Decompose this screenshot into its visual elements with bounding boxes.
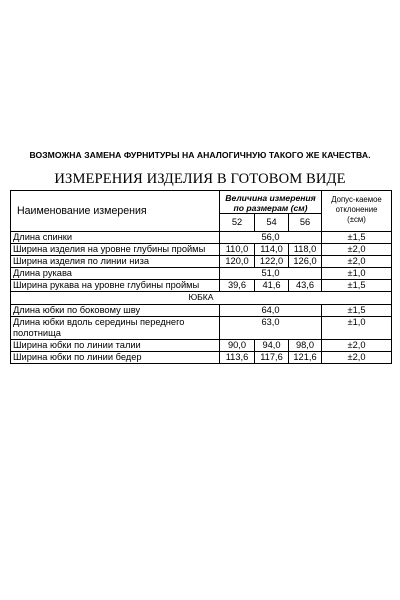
header-name: Наименование измерения [11, 191, 220, 232]
section-skirt-label: ЮБКА [11, 292, 392, 305]
table-row [11, 305, 392, 317]
header-group-line2: по размерам (см) [233, 203, 308, 213]
row-name: Ширина изделия по линии низа [11, 256, 220, 268]
row-name: Длина юбки по боковому шву [11, 305, 220, 317]
row-tolerance: ±1,5 [322, 232, 392, 244]
row-value-54: 41,6 [255, 280, 289, 292]
row-merged-value: 51,0 [220, 268, 322, 280]
table-header-row [11, 191, 392, 214]
row-value-56: 126,0 [289, 256, 322, 268]
header-tol-line1: Допус-каемое [331, 195, 382, 204]
header-group-line1: Величина измерения [225, 193, 316, 203]
section-row [11, 292, 392, 305]
row-tolerance: ±1,5 [322, 305, 392, 317]
table-row [11, 232, 392, 244]
table-row [11, 352, 392, 364]
header-tol-line3: (±см) [347, 215, 366, 224]
table-row [11, 317, 392, 340]
notice-text: ВОЗМОЖНА ЗАМЕНА ФУРНИТУРЫ НА АНАЛОГИЧНУЮ ТАКОГО ЖЕ КАЧЕСТВА. [29, 150, 371, 160]
header-size-group [220, 191, 322, 214]
row-value-56: 118,0 [289, 244, 322, 256]
row-value-56: 98,0 [289, 340, 322, 352]
row-value-52: 120,0 [220, 256, 255, 268]
size-52: 52 [220, 214, 255, 232]
table-row [11, 340, 392, 352]
row-tolerance: ±2,0 [322, 352, 392, 364]
row-tolerance: ±1,5 [322, 280, 392, 292]
row-name: Ширина юбки по линии бедер [11, 352, 220, 364]
row-value-54: 94,0 [255, 340, 289, 352]
table-row [11, 268, 392, 280]
page-title: ИЗМЕРЕНИЯ ИЗДЕЛИЯ В ГОТОВОМ ВИДЕ [54, 171, 346, 187]
row-name: Ширина изделия на уровне глубины проймы [11, 244, 220, 256]
row-name: Ширина рукава на уровне глубины проймы [11, 280, 220, 292]
size-56: 56 [289, 214, 322, 232]
row-merged-value: 56,0 [220, 232, 322, 244]
header-tolerance [322, 191, 392, 232]
row-tolerance: ±2,0 [322, 244, 392, 256]
row-value-52: 90,0 [220, 340, 255, 352]
table-row [11, 244, 392, 256]
row-merged-value: 63,0 [220, 317, 322, 340]
row-name: Ширина юбки по линии талии [11, 340, 220, 352]
row-value-54: 114,0 [255, 244, 289, 256]
row-value-56: 121,6 [289, 352, 322, 364]
row-name: Длина спинки [11, 232, 220, 244]
header-tol-line2: отклонение [335, 205, 378, 214]
row-tolerance: ±1,0 [322, 317, 392, 340]
row-merged-value: 64,0 [220, 305, 322, 317]
row-value-54: 117,6 [255, 352, 289, 364]
row-name: Длина рукава [11, 268, 220, 280]
row-tolerance: ±2,0 [322, 340, 392, 352]
row-tolerance: ±2,0 [322, 256, 392, 268]
measurements-table [10, 190, 392, 364]
table-row [11, 280, 392, 292]
row-name: Длина юбки вдоль середины переднего полотнища [11, 317, 220, 340]
row-value-52: 39,6 [220, 280, 255, 292]
row-value-56: 43,6 [289, 280, 322, 292]
row-value-52: 110,0 [220, 244, 255, 256]
row-tolerance: ±1,0 [322, 268, 392, 280]
row-value-52: 113,6 [220, 352, 255, 364]
size-54: 54 [255, 214, 289, 232]
row-value-54: 122,0 [255, 256, 289, 268]
table-row [11, 256, 392, 268]
